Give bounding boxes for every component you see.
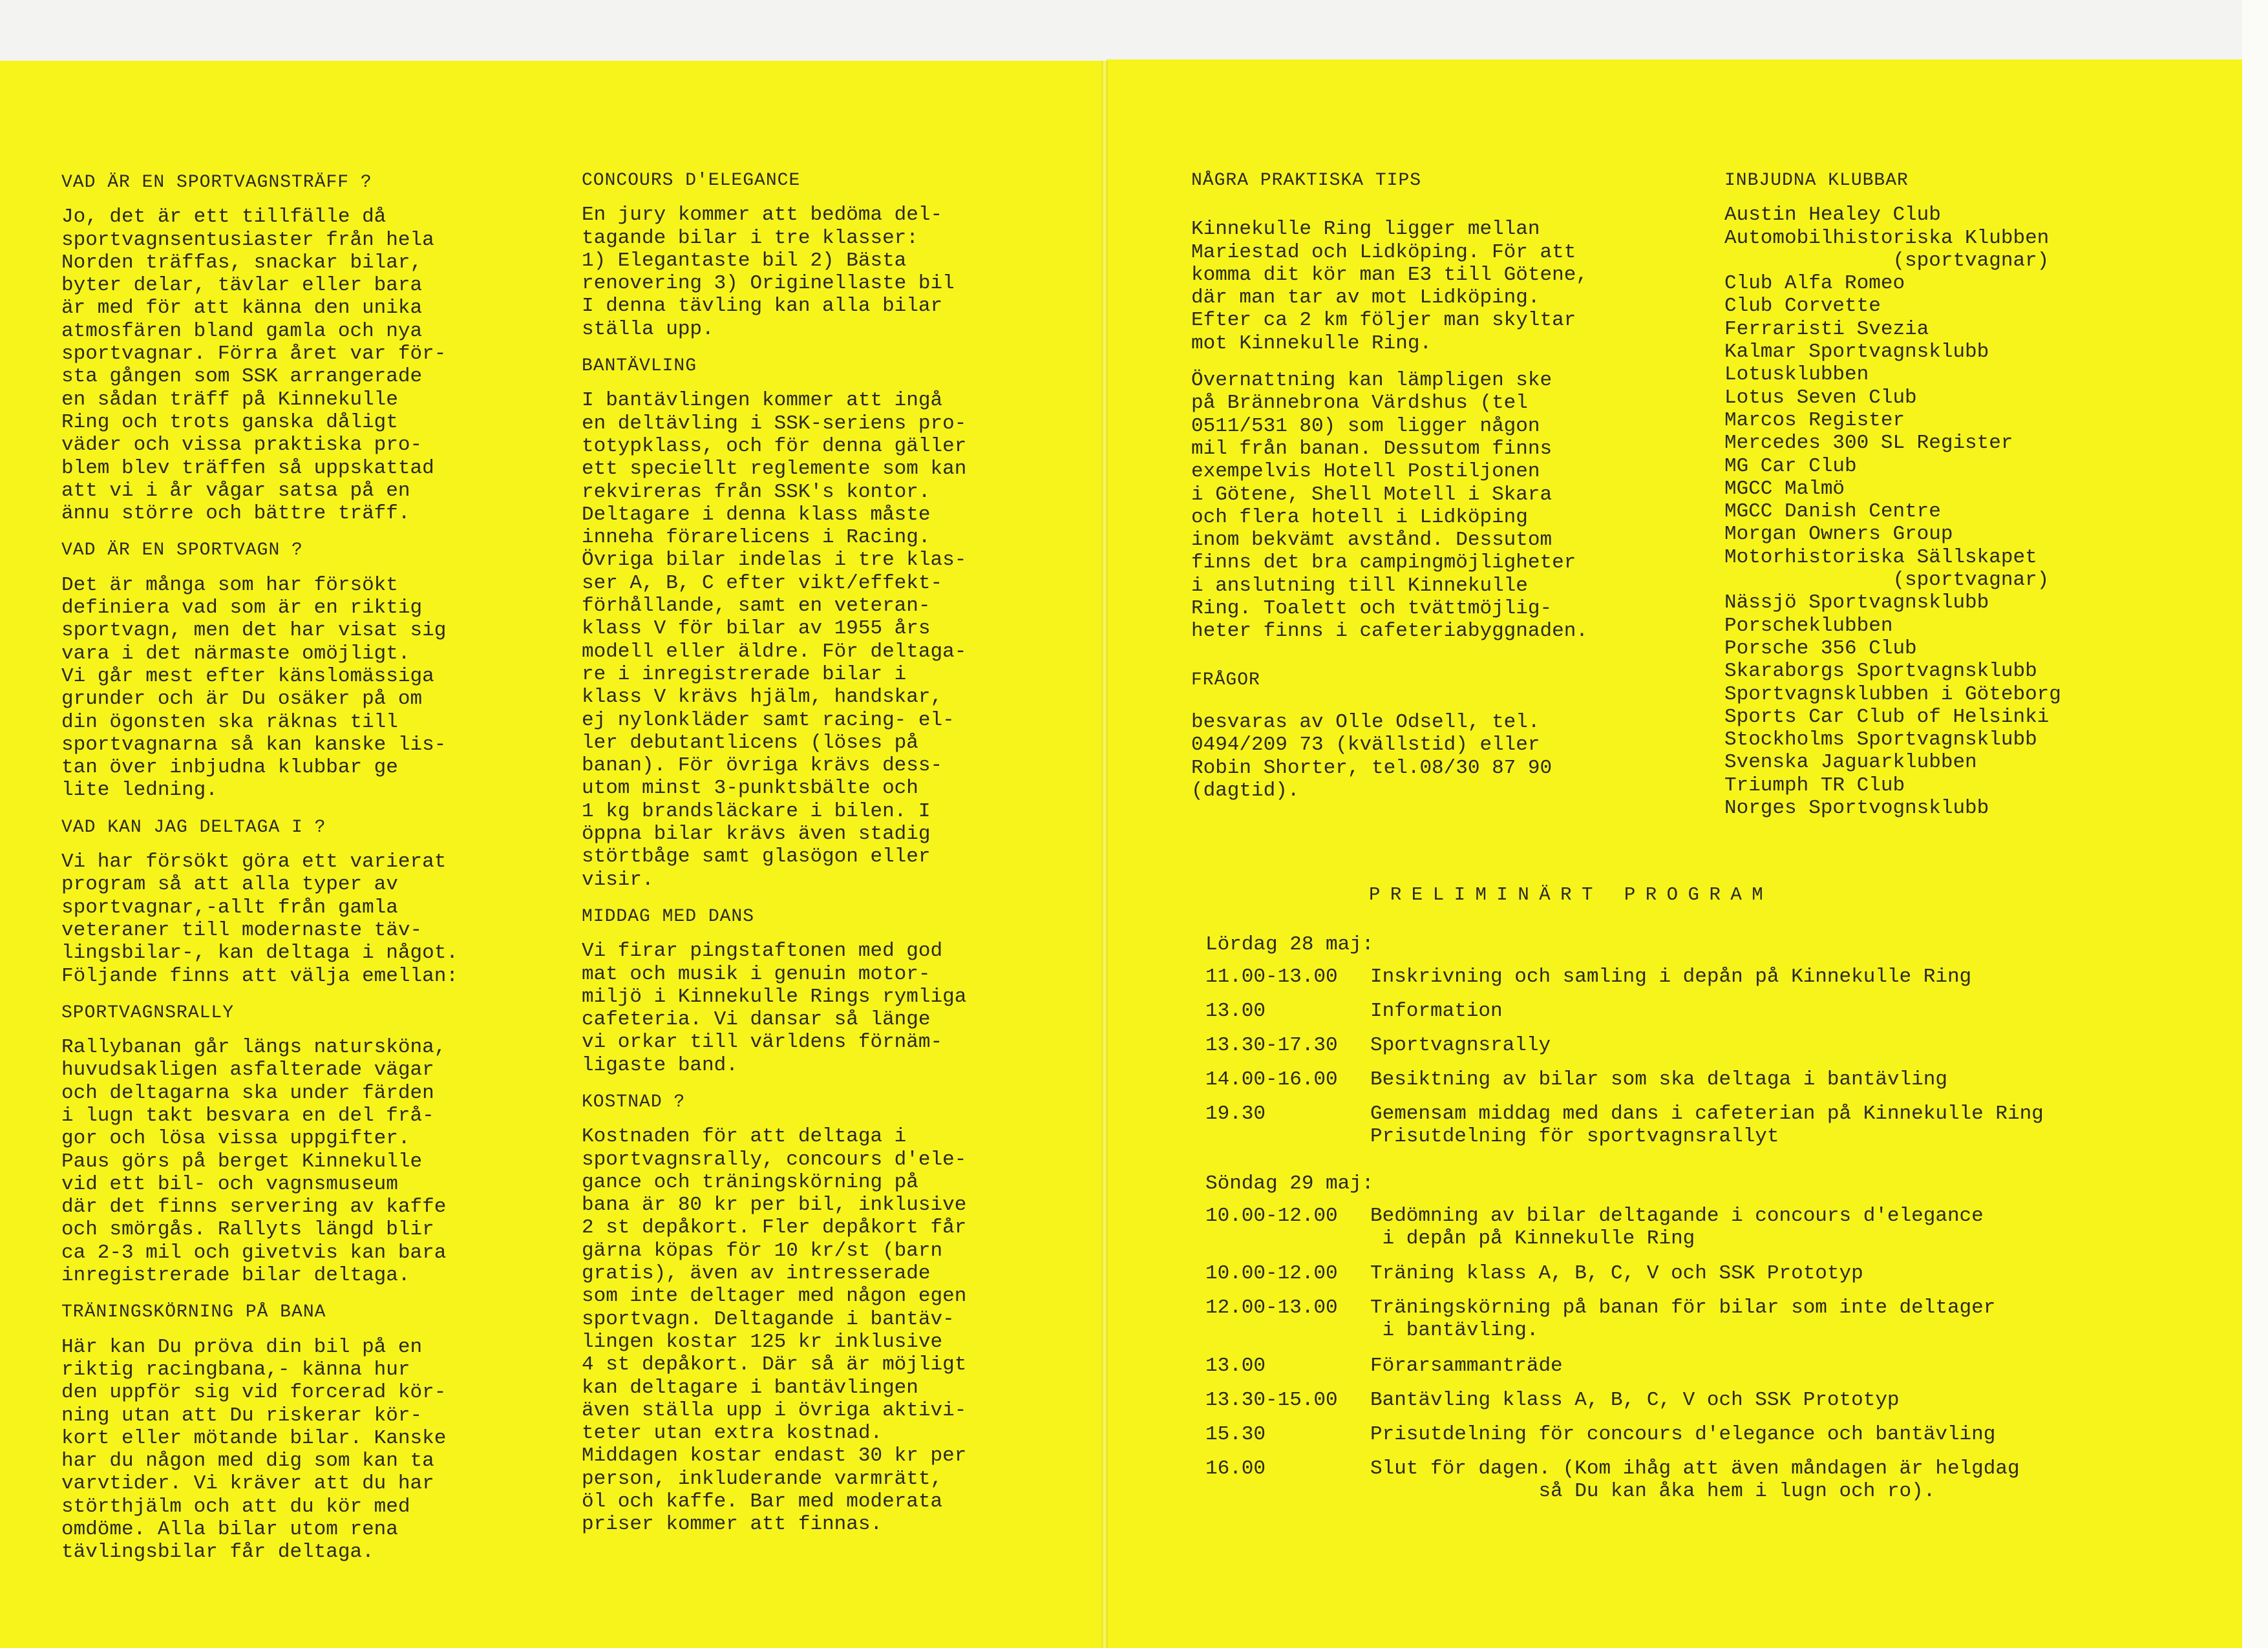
- club-item: Sports Car Club of Helsinki: [1724, 705, 2050, 728]
- club-item: Lotus Seven Club: [1724, 386, 1917, 409]
- program-desc: Sportvagnsrally: [1370, 1034, 1551, 1057]
- heading-kostnad: KOSTNAD ?: [582, 1092, 686, 1112]
- program-time: 15.30: [1205, 1423, 1266, 1446]
- text-sportvagnstraff: Jo, det är ett tillfälle då sportvagnsentusiaster från hela Norden träffas, snackar bilar, byter delar, tävlar eller bara är med för att känna den unika atmosfären bland gamla och nya sportvagnar. Förra året var för- sta gången som SSK arrangerade en sådan träff på Kinnekulle Ring och trots ganska dåligt väder och vissa praktiska pro- blem blev träffen så uppskattad att vi i år vågar satsa på en ännu större och bättre träff.: [61, 206, 447, 525]
- program-time: 10.00-12.00: [1205, 1205, 1338, 1227]
- program-time: 16.00: [1205, 1457, 1266, 1480]
- text-traningskorning: Här kan Du pröva din bil på en riktig racingbana,- känna hur den uppför sig vid forcerad kör- ning utan att Du riskerar kör- kort eller mötande bilar. Kanske har du någon med dig som kan ta varvtider. Vi kräver att du har störthjälm och att du kör med omdöme. Alla bilar utom rena tävlingsbilar får deltaga.: [61, 1335, 447, 1564]
- program-time: 11.00-13.00: [1205, 966, 1338, 988]
- club-item: Triumph TR Club: [1724, 774, 1905, 797]
- program-time: 13.30-17.30: [1205, 1034, 1338, 1057]
- club-item: Automobilhistoriska Klubben (sportvagnar): [1724, 226, 2050, 272]
- program-desc: Träning klass A, B, C, V och SSK Prototyp: [1370, 1262, 1863, 1285]
- program-time: 14.00-16.00: [1205, 1068, 1338, 1091]
- program-desc: Information: [1370, 1000, 1503, 1022]
- heading-bantavling: BANTÄVLING: [582, 356, 697, 377]
- club-item: Kalmar Sportvagnsklubb: [1724, 341, 1989, 364]
- club-item: Svenska Jaguarklubben: [1724, 751, 1977, 774]
- program-time: 13.00: [1205, 1000, 1266, 1022]
- program-time: 12.00-13.00: [1205, 1296, 1338, 1319]
- heading-klubbar: INBJUDNA KLUBBAR: [1724, 171, 1909, 191]
- club-item: Morgan Owners Group: [1724, 523, 1953, 546]
- program-desc: Prisutdelning för concours d'elegance och bantävling: [1370, 1423, 1996, 1446]
- text-overnattning: Övernattning kan lämpligen ske på Brännebrona Värdshus (tel 0511/531 80) som ligger någon mil från banan. Dessutom finns exempelvis Hotell Postiljonen i Götene, Shell Motell i Skara och flera hotell i Lidköping inom bekvämt avstånd. Dessutom finns det bra campingmöjligheter i anslutning till Kinnekulle Ring. Toalett och tvättmöjlig- heter finns i cafeteriabyggnaden.: [1191, 369, 1588, 643]
- heading-sportvagnsrally: SPORTVAGNSRALLY: [61, 1002, 235, 1023]
- text-sportvagnsrally: Rallybanan går längs natursköna, huvudsakligen asfalterade vägar och deltagarna ska under färden i lugn takt besvara en del frå- gor och lösa vissa uppgifter. Paus görs på berget Kinnekulle vid ett bil- och vagnsmuseum där det finns servering av kaffe och smörgås. Rallyts längd blir ca 2-3 mil och givetvis kan bara inregistrerade bilar deltaga.: [61, 1036, 447, 1287]
- program-desc: Gemensam middag med dans i cafeterian på Kinnekulle Ring Prisutdelning för sportvagnsrallyt: [1370, 1103, 2044, 1148]
- club-item: Marcos Register: [1724, 408, 1905, 432]
- club-item: Motorhistoriska Sällskapet (sportvagnar): [1724, 545, 2050, 592]
- text-concours: En jury kommer att bedöma del- tagande bilar i tre klasser: 1) Elegantaste bil 2) Bästa renovering 3) Originellaste bil I denna tävling kan alla bilar ställa upp.: [582, 204, 955, 341]
- club-item: Norges Sportvognsklubb: [1724, 797, 1989, 820]
- club-item: Mercedes 300 SL Register: [1724, 432, 2013, 455]
- heading-fragor: FRÅGOR: [1191, 670, 1260, 690]
- heading-concours: CONCOURS D'ELEGANCE: [582, 171, 801, 191]
- column-2: [582, 169, 1086, 1550]
- club-item: Sportvagnsklubben i Göteborg: [1724, 682, 2061, 706]
- heading-sportvagnstraff: VAD ÄR EN SPORTVAGNSTRÄFF ?: [61, 173, 372, 193]
- program-time: 19.30: [1205, 1103, 1266, 1125]
- heading-deltaga: VAD KAN JAG DELTAGA I ?: [61, 817, 326, 838]
- club-item: Club Alfa Romeo: [1724, 272, 1905, 295]
- program-day-saturday: Lördag 28 maj:: [1205, 933, 1374, 956]
- program-title: PRELIMINÄRT PROGRAM: [1369, 884, 1774, 905]
- page-fold: [1101, 61, 1108, 1648]
- club-item: Porscheklubben: [1724, 614, 1893, 637]
- club-item: MGCC Danish Centre: [1724, 500, 1941, 523]
- heading-tips: NÅGRA PRAKTISKA TIPS: [1191, 171, 1422, 191]
- program-desc: Träningskörning på banan för bilar som inte deltager i bantävling.: [1370, 1296, 1996, 1342]
- program-desc: Bedömning av bilar deltagande i concours d'elegance i depån på Kinnekulle Ring: [1370, 1205, 1984, 1250]
- club-item: Lotusklubben: [1724, 363, 1869, 386]
- program-time: 13.00: [1205, 1355, 1266, 1377]
- program-desc: Besiktning av bilar som ska deltaga i bantävling: [1370, 1068, 1947, 1091]
- text-kostnad: Kostnaden för att deltaga i sportvagnsrally, concours d'ele- gance och träningskörning på bana är 80 kr per bil, inklusive 2 st depåkort. Fler depåkort får gärna köpas för 10 kr/st (barn gratis), även av intresserade som inte deltager med någon egen sportvagn. Deltagande i bantäv- lingen kostar 125 kr inklusive 4 st depåkort. Där så är möjligt kan deltagare i bantävlingen även ställa upp i övriga aktivi- teter utan extra kostnad. Middagen kostar endast 30 kr per person, inkluderande varmrätt, öl och kaffe. Bar med moderata priser kommer att finnas.: [582, 1125, 967, 1536]
- text-tips: Kinnekulle Ring ligger mellan Mariestad och Lidköping. För att komma dit kör man E3 till Götene, där man tar av mot Lidköping. Efter ca 2 km följer man skyltar mot Kinnekulle Ring.: [1191, 218, 1588, 355]
- program-desc: Förarsammanträde: [1370, 1355, 1563, 1377]
- program-desc: Slut för dagen. (Kom ihåg att även måndagen är helgdag så Du kan åka hem i lugn och ro).: [1370, 1457, 2020, 1503]
- club-list: [1724, 204, 2177, 819]
- program-time: 13.30-15.00: [1205, 1389, 1338, 1411]
- club-item: MG Car Club: [1724, 454, 1857, 478]
- club-item: MGCC Malmö: [1724, 477, 1845, 500]
- program-desc: Bantävling klass A, B, C, V och SSK Prototyp: [1370, 1389, 1900, 1411]
- club-item: Ferraristi Svezia: [1724, 317, 1929, 341]
- heading-sportvagn: VAD ÄR EN SPORTVAGN ?: [61, 540, 303, 561]
- scan-background: [2242, 0, 2268, 1648]
- club-item: Stockholms Sportvagnsklubb: [1724, 728, 2037, 752]
- column-1: [61, 171, 540, 1578]
- heading-middag: MIDDAG MED DANS: [582, 906, 755, 927]
- text-deltaga: Vi har försökt göra ett varierat program så att alla typer av sportvagnar,-allt från gamla veteraner till modernaste täv- lingsbilar-, kan deltaga i något. Följande finns att välja emellan:: [61, 850, 458, 988]
- text-bantavling: I bantävlingen kommer att ingå en deltävling i SSK-seriens pro- totypklass, och för denna gäller ett speciellt reglemente som kan rekvireras från SSK's kontor. Deltagare i denna klass måste inneha förarelicens i Racing. Övriga bilar indelas i tre klas- ser A, B, C efter vikt/effekt- förhållande, samt en veteran- klass V för bilar av 1955 års modell eller äldre. För deltaga- re i inregistrerade bilar i klass V krävs hjälm, handskar, ej nylonkläder samt racing- el- ler debutantlicens (löses på banan). För övriga krävs dess- utom minst 3-punktsbälte och 1 kg brandsläckare i bilen. I öppna bilar krävs även stadig störtbåge samt glasögon eller visir.: [582, 389, 967, 891]
- program-time: 10.00-12.00: [1205, 1262, 1338, 1285]
- text-middag: Vi firar pingstaftonen med god mat och musik i genuin motor- miljö i Kinnekulle Rings rymliga cafeteria. Vi dansar så länge vi orkar till världens förnäm- ligaste band.: [582, 940, 967, 1077]
- club-item: Nässjö Sportvagnsklubb: [1724, 591, 1989, 615]
- program-desc: Inskrivning och samling i depån på Kinnekulle Ring: [1370, 966, 1972, 988]
- club-item: Club Corvette: [1724, 295, 1881, 318]
- club-item: Skaraborgs Sportvagnsklubb: [1724, 660, 2037, 683]
- column-3: [1191, 169, 1695, 816]
- column-clubs: [1724, 169, 2177, 819]
- club-item: Porsche 356 Club: [1724, 637, 1917, 660]
- text-fragor: besvaras av Olle Odsell, tel. 0494/209 73 (kvällstid) eller Robin Shorter, tel.08/30 87 90 (dagtid).: [1191, 710, 1553, 802]
- text-sportvagn: Det är många som har försökt definiera vad som är en riktig sportvagn, men det har visat sig vara i det närmaste omöjligt. Vi går mest efter känslomässiga grunder och är Du osäker på om din ögonsten ska räknas till sportvagnarna så kan kanske lis- tan över inbjudna klubbar ge lite ledning.: [61, 573, 447, 802]
- club-item: Austin Healey Club: [1724, 204, 1941, 227]
- program-day-sunday: Söndag 29 maj:: [1205, 1172, 1374, 1195]
- heading-traningskorning: TRÄNINGSKÖRNING PÅ BANA: [61, 1302, 326, 1323]
